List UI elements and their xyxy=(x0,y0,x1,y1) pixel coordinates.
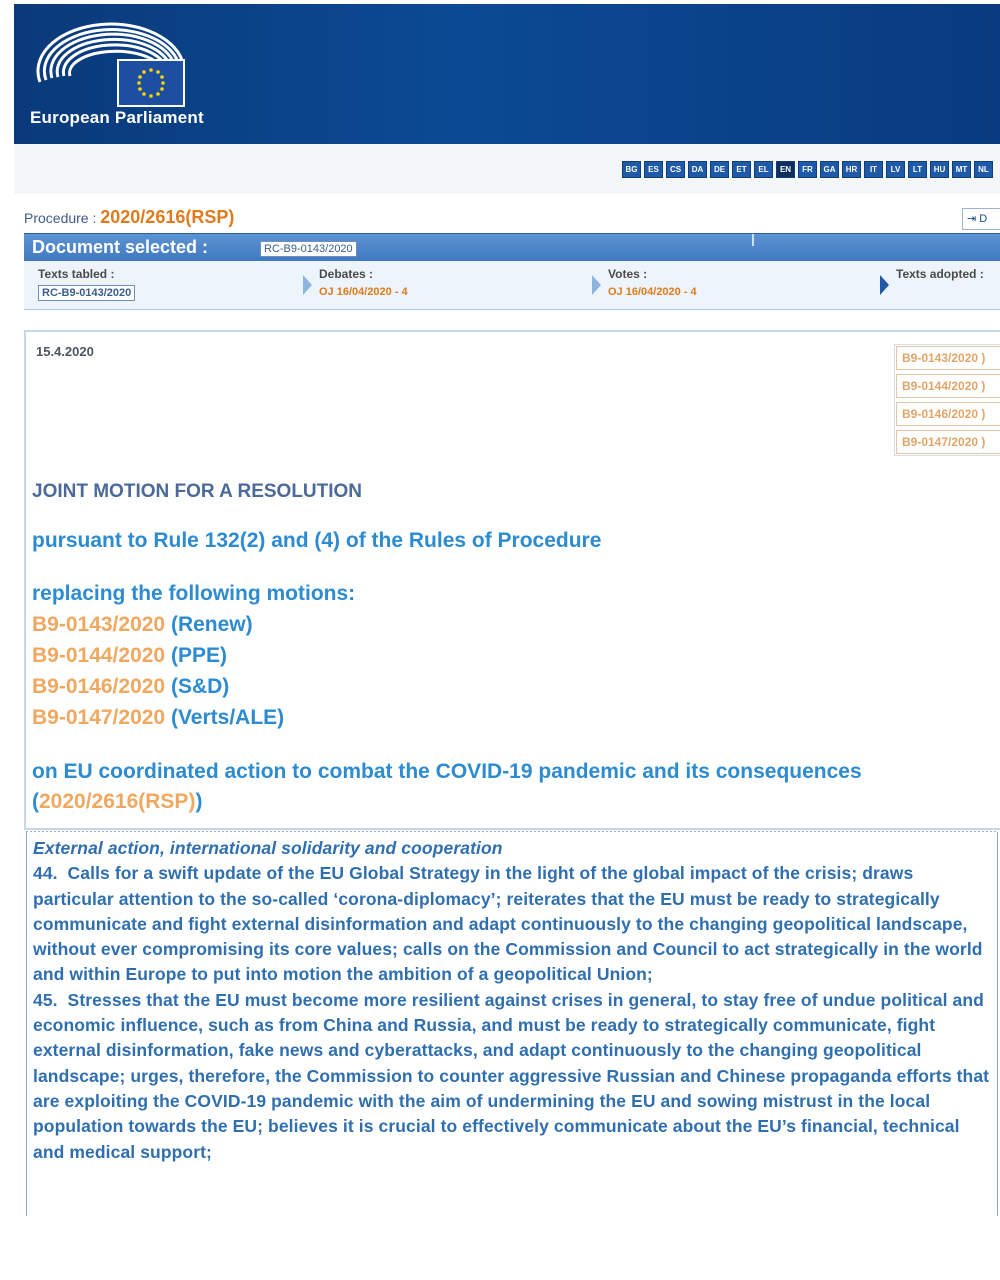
logo-text: European Parliament xyxy=(30,108,204,127)
language-button-cs[interactable]: CS xyxy=(666,161,685,178)
language-button-da[interactable]: DA xyxy=(688,161,707,178)
procedure-label: Procedure : xyxy=(24,210,97,226)
language-button-bg[interactable]: BG xyxy=(622,161,641,178)
procedure-line xyxy=(24,207,234,228)
document-content xyxy=(24,330,1000,830)
resolution-excerpt xyxy=(26,832,998,1216)
document-selected-bar xyxy=(24,233,1000,262)
paren-open: ( xyxy=(32,790,39,813)
resolution-subject: on EU coordinated action to combat the COVID-19 pandemic and its consequences xyxy=(32,760,862,783)
document-selected-label: Document selected : xyxy=(32,237,209,257)
paragraph-45: 45. Stresses that the EU must become more resilient against crises in general, to stay free of undue political and economic influence, such as from China and Russia, and must be ready to strategically communicate, fight external disinformation, fake news and cyberattacks, and adapt continuously to the changing geopolitical landscape; urges, therefore, the Commission to counter aggressive Russian and Chinese propaganda efforts that are exploiting the COVID-19 pandemic with the aim of undermining the EU and sowing mistrust in the local population towards the EU; believes it is crucial to effectively communicate about the EU’s financial, technical and medical support; xyxy=(33,989,990,1162)
subject-procedure xyxy=(32,790,202,814)
step-title: Votes : xyxy=(608,267,648,281)
language-button-mt[interactable]: MT xyxy=(952,161,971,178)
motion-number-link[interactable]: B9-0143/2020 xyxy=(32,613,166,636)
language-button-fr[interactable]: FR xyxy=(798,161,817,178)
side-button[interactable]: ⇥ D xyxy=(962,208,1000,230)
motion-number-link[interactable]: B9-0144/2020 xyxy=(32,644,166,667)
motion-group: (PPE) xyxy=(170,644,227,667)
paren-close: ) xyxy=(195,790,203,813)
motion-item xyxy=(32,613,253,637)
step-arrow-icon xyxy=(303,275,312,295)
motion-item xyxy=(32,675,229,699)
step-texts-tabled xyxy=(38,267,135,301)
votes-link[interactable]: OJ 16/04/2020 - 4 xyxy=(608,286,697,298)
language-button-hu[interactable]: HU xyxy=(930,161,949,178)
language-button-de[interactable]: DE xyxy=(710,161,729,178)
rule-reference: pursuant to Rule 132(2) and (4) of the Rules of Procedure xyxy=(32,529,602,552)
related-doc-link[interactable]: B9-0143/2020 ) xyxy=(896,346,1000,370)
document-selected-ref: RC-B9-0143/2020 xyxy=(260,241,357,257)
language-button-et[interactable]: ET xyxy=(732,161,751,178)
motion-group: (S&D) xyxy=(170,675,230,698)
language-button-it[interactable]: IT xyxy=(864,161,883,178)
language-button-nl[interactable]: NL xyxy=(974,161,993,178)
debates-link[interactable]: OJ 16/04/2020 - 4 xyxy=(319,286,408,298)
step-title: Texts adopted : xyxy=(896,267,984,281)
language-button-lv[interactable]: LV xyxy=(886,161,905,178)
motion-number-link[interactable]: B9-0147/2020 xyxy=(32,706,166,729)
site-header xyxy=(14,4,1000,144)
step-debates xyxy=(319,267,408,298)
language-button-es[interactable]: ES xyxy=(644,161,663,178)
paragraph-44: 44. Calls for a swift update of the EU Global Strategy in the light of the global impact of the crisis; draws particular attention to the so-called ‘corona-diplomacy’; reiterates that the EU must be ready to strategically communicate and fight external disinformation and adapt continuously to the changing geopolitical landscape, without ever compromising its core values; calls on the Commission and Council to act strategically in the world and within Europe to put into motion the ambition of a geopolitical Union; xyxy=(33,863,983,985)
language-selector xyxy=(622,161,993,178)
language-button-en[interactable]: EN xyxy=(776,161,795,178)
step-arrow-icon xyxy=(592,275,601,295)
step-title: Texts tabled : xyxy=(38,267,115,281)
language-button-lt[interactable]: LT xyxy=(908,161,927,178)
step-arrow-icon xyxy=(880,275,889,295)
related-doc-link[interactable]: B9-0146/2020 ) xyxy=(896,402,1000,426)
document-title: JOINT MOTION FOR A RESOLUTION xyxy=(32,481,363,502)
motion-number-link[interactable]: B9-0146/2020 xyxy=(32,675,166,698)
texts-tabled-link[interactable]: RC-B9-0143/2020 xyxy=(38,285,135,301)
motion-item xyxy=(32,644,227,668)
subject-procedure-link[interactable]: 2020/2616(RSP) xyxy=(39,790,196,813)
procedure-steps xyxy=(24,261,1000,310)
procedure-code-link[interactable]: 2020/2616(RSP) xyxy=(100,207,235,227)
language-button-el[interactable]: EL xyxy=(754,161,773,178)
motion-group: (Renew) xyxy=(170,613,253,636)
motion-item xyxy=(32,706,284,730)
step-texts-adopted xyxy=(896,267,984,281)
replacing-heading: replacing the following motions: xyxy=(32,582,356,605)
step-title: Debates : xyxy=(319,267,374,281)
language-button-ga[interactable]: GA xyxy=(820,161,839,178)
language-button-hr[interactable]: HR xyxy=(842,161,861,178)
excerpt-heading: External action, international solidarity and cooperation xyxy=(33,838,503,858)
step-votes xyxy=(608,267,697,298)
motion-group: (Verts/ALE) xyxy=(170,706,285,729)
document-date: 15.4.2020 xyxy=(36,344,94,359)
related-doc-link[interactable]: B9-0144/2020 ) xyxy=(896,374,1000,398)
related-doc-link[interactable]: B9-0147/2020 ) xyxy=(896,430,1000,454)
divider xyxy=(752,234,754,246)
